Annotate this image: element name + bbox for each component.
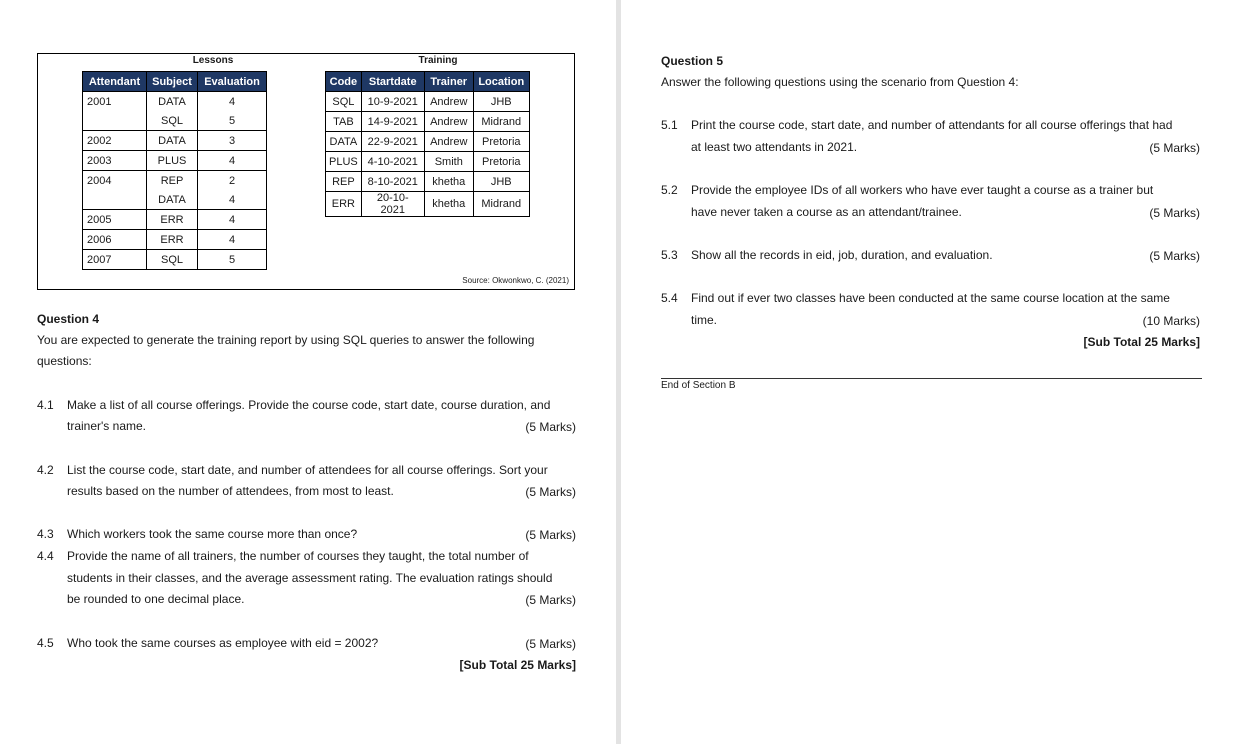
table-cell: Midrand <box>473 192 529 217</box>
training-header-location: Location <box>473 72 529 92</box>
table-cell: 4 <box>198 230 267 250</box>
table-cell: ERR <box>147 230 198 250</box>
table-cell: 4 <box>198 210 267 230</box>
figure-box <box>37 53 575 290</box>
item-marks: (5 Marks) <box>525 637 576 651</box>
item-text-line2: trainer's name. <box>67 419 146 433</box>
table-cell: 2004 <box>83 171 147 191</box>
table-cell: 2006 <box>83 230 147 250</box>
table-row <box>83 151 267 171</box>
lessons-header-attendant: Attendant <box>83 72 147 92</box>
table-cell: 5 <box>198 250 267 270</box>
table-cell: 8-10-2021 <box>361 172 424 192</box>
table-cell: Pretoria <box>473 132 529 152</box>
item-text-line2: results based on the number of attendees, from most to least. <box>67 484 394 498</box>
table-row <box>326 192 530 217</box>
table-cell: 4-10-2021 <box>361 152 424 172</box>
item-number: 4.4 <box>37 549 54 563</box>
item-number: 4.5 <box>37 636 54 650</box>
right-page <box>621 0 1240 744</box>
table-cell: 14-9-2021 <box>361 112 424 132</box>
table-row <box>83 190 267 210</box>
table-row <box>326 172 530 192</box>
item-text-line2: at least two attendants in 2021. <box>691 140 858 154</box>
question-5-title: Question 5 <box>661 54 724 68</box>
training-table <box>325 71 530 217</box>
table-cell: 3 <box>198 131 267 151</box>
table-cell: Smith <box>424 152 473 172</box>
table-cell: 4 <box>198 151 267 171</box>
question-4-title: Question 4 <box>37 312 100 326</box>
item-text: Show all the records in eid, job, duration, and evaluation. <box>691 248 993 262</box>
item-marks: (5 Marks) <box>525 528 576 542</box>
table-cell: 20-10-2021 <box>361 192 424 217</box>
section-divider <box>661 378 1202 379</box>
item-text-line2: time. <box>691 313 718 327</box>
table-cell: ERR <box>326 192 362 217</box>
table-cell: 2005 <box>83 210 147 230</box>
item-marks: (5 Marks) <box>525 593 576 607</box>
table-cell <box>83 111 147 131</box>
lessons-header-subject: Subject <box>147 72 198 92</box>
item-text: Who took the same courses as employee with eid = 2002? <box>67 636 379 650</box>
item-text-line3: be rounded to one decimal place. <box>67 592 245 606</box>
training-header-code: Code <box>326 72 362 92</box>
end-of-section-label: End of Section B <box>661 380 736 391</box>
item-marks: (5 Marks) <box>1149 141 1200 155</box>
table-cell: khetha <box>424 192 473 217</box>
table-cell: JHB <box>473 172 529 192</box>
item-marks: (5 Marks) <box>525 485 576 499</box>
table-row <box>83 250 267 270</box>
item-text: Provide the name of all trainers, the number of courses they taught, the total number of <box>67 549 529 563</box>
item-text-line2: students in their classes, and the average assessment rating. The evaluation ratings should <box>67 571 553 585</box>
table-row <box>83 230 267 250</box>
item-marks: (5 Marks) <box>1149 249 1200 263</box>
item-text: Make a list of all course offerings. Provide the course code, start date, course duration, and <box>67 398 551 412</box>
item-text-line2: have never taken a course as an attendant/trainee. <box>691 205 962 219</box>
table-cell: PLUS <box>326 152 362 172</box>
item-marks: (5 Marks) <box>1149 206 1200 220</box>
question-4-intro-line2: questions: <box>37 354 92 368</box>
table-cell: 2 <box>198 171 267 191</box>
table-cell: 2001 <box>83 92 147 112</box>
item-number: 5.3 <box>661 248 678 262</box>
item-number: 4.1 <box>37 398 54 412</box>
table-cell: 2002 <box>83 131 147 151</box>
table-row <box>83 111 267 131</box>
item-text: Find out if ever two classes have been conducted at the same course location at the same <box>691 291 1170 305</box>
item-number: 5.1 <box>661 118 678 132</box>
table-cell: SQL <box>147 250 198 270</box>
table-row <box>83 171 267 191</box>
table-row <box>83 131 267 151</box>
table-cell: Andrew <box>424 92 473 112</box>
training-header-trainer: Trainer <box>424 72 473 92</box>
item-marks: (5 Marks) <box>525 420 576 434</box>
left-page <box>0 0 616 744</box>
table-cell: khetha <box>424 172 473 192</box>
table-cell <box>83 190 147 210</box>
question-4-subtotal: [Sub Total 25 Marks] <box>459 658 576 672</box>
table-cell: REP <box>147 171 198 191</box>
table-cell: Andrew <box>424 132 473 152</box>
question-5-intro: Answer the following questions using the scenario from Question 4: <box>661 75 1019 89</box>
training-header-startdate: Startdate <box>361 72 424 92</box>
table-cell: REP <box>326 172 362 192</box>
question-4-intro-line1: You are expected to generate the training report by using SQL queries to answer the following <box>37 333 535 347</box>
lessons-header-evaluation: Evaluation <box>198 72 267 92</box>
training-caption: Training <box>418 55 458 66</box>
table-cell: 5 <box>198 111 267 131</box>
table-row <box>326 132 530 152</box>
item-number: 5.2 <box>661 183 678 197</box>
lessons-table <box>82 71 267 270</box>
figure-source: Source: Okwonkwo, C. (2021) <box>462 276 569 285</box>
item-text: List the course code, start date, and number of attendees for all course offerings. Sort your <box>67 463 548 477</box>
table-cell: 22-9-2021 <box>361 132 424 152</box>
lessons-caption: Lessons <box>192 55 234 66</box>
item-number: 4.2 <box>37 463 54 477</box>
table-cell: SQL <box>326 92 362 112</box>
table-cell: 4 <box>198 190 267 210</box>
item-number: 4.3 <box>37 527 54 541</box>
table-cell: DATA <box>326 132 362 152</box>
question-5-subtotal: [Sub Total 25 Marks] <box>1083 335 1200 349</box>
item-text: Provide the employee IDs of all workers who have ever taught a course as a trainer but <box>691 183 1154 197</box>
table-row <box>83 210 267 230</box>
item-text: Which workers took the same course more than once? <box>67 527 358 541</box>
item-marks: (10 Marks) <box>1142 314 1200 328</box>
table-cell: DATA <box>147 190 198 210</box>
table-cell: DATA <box>147 92 198 112</box>
table-row <box>83 92 267 112</box>
table-cell: Pretoria <box>473 152 529 172</box>
table-cell: 2003 <box>83 151 147 171</box>
table-cell: DATA <box>147 131 198 151</box>
table-cell: 2007 <box>83 250 147 270</box>
table-row <box>326 92 530 112</box>
table-cell: 10-9-2021 <box>361 92 424 112</box>
table-cell: Andrew <box>424 112 473 132</box>
table-cell: SQL <box>147 111 198 131</box>
table-cell: ERR <box>147 210 198 230</box>
table-cell: PLUS <box>147 151 198 171</box>
table-cell: TAB <box>326 112 362 132</box>
item-number: 5.4 <box>661 291 678 305</box>
table-row <box>326 112 530 132</box>
table-row <box>326 152 530 172</box>
item-text: Print the course code, start date, and number of attendants for all course offerings that had <box>691 118 1173 132</box>
table-cell: Midrand <box>473 112 529 132</box>
table-cell: 4 <box>198 92 267 112</box>
table-cell: JHB <box>473 92 529 112</box>
